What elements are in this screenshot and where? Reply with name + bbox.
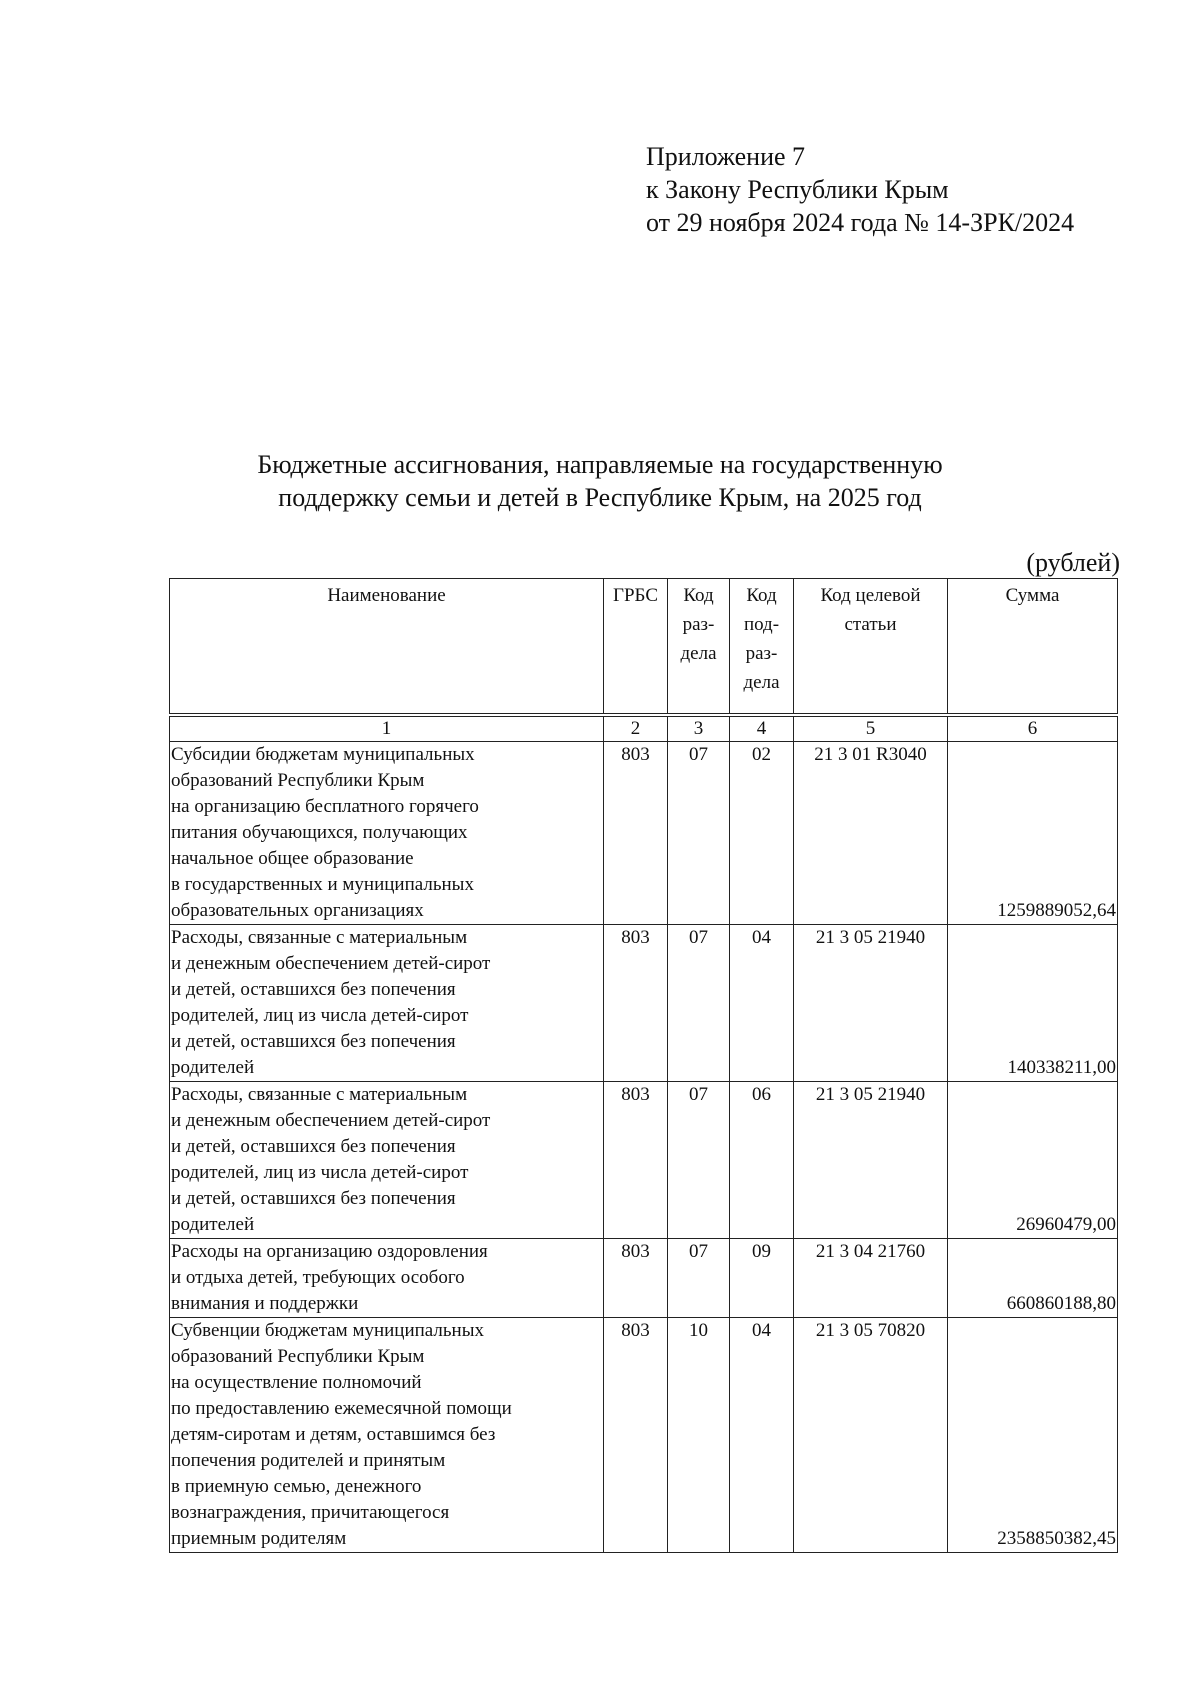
table-row xyxy=(170,742,1118,925)
row-tselevaya: 21 3 05 70820 xyxy=(794,1318,948,1553)
title-line-2: поддержку семьи и детей в Республике Крым, на 2025 год xyxy=(278,483,922,512)
row-summa: 140338211,00 xyxy=(948,925,1118,1082)
row-name: Субвенции бюджетам муниципальных образований Республики Крым на осуществление полномочий по предоставлению ежемесячной помощи детям-сиротам и детям, оставшимся без попечения родителей и принятым в приемную семью, денежного вознаграждения, причитающегося приемным родителям xyxy=(170,1318,604,1553)
column-number: 4 xyxy=(730,715,794,742)
row-name: Расходы, связанные с материальным и денежным обеспечением детей-сирот и детей, оставшихся без попечения родителей, лиц из числа детей-сирот и детей, оставшихся без попечения родителей xyxy=(170,1082,604,1239)
row-grbs: 803 xyxy=(604,925,668,1082)
table-row xyxy=(170,925,1118,1082)
appendix-line-3: от 29 ноября 2024 года № 14-ЗРК/2024 xyxy=(646,208,1075,237)
row-summa: 26960479,00 xyxy=(948,1082,1118,1239)
row-razdel: 07 xyxy=(668,742,730,925)
row-summa: 1259889052,64 xyxy=(948,742,1118,925)
table-row xyxy=(170,1082,1118,1239)
row-grbs: 803 xyxy=(604,1082,668,1239)
row-grbs: 803 xyxy=(604,1318,668,1553)
row-name: Субсидии бюджетам муниципальных образований Республики Крым на организацию бесплатного горячего питания обучающихся, получающих начальное общее образование в государственных и муниципальных образовательных организациях xyxy=(170,742,604,925)
row-name: Расходы, связанные с материальным и денежным обеспечением детей-сирот и детей, оставшихся без попечения родителей, лиц из числа детей-сирот и детей, оставшихся без попечения родителей xyxy=(170,925,604,1082)
row-summa: 660860188,80 xyxy=(948,1239,1118,1318)
table-row xyxy=(170,1239,1118,1318)
row-tselevaya: 21 3 04 21760 xyxy=(794,1239,948,1318)
header-grbs: ГРБС xyxy=(604,579,668,716)
row-grbs: 803 xyxy=(604,1239,668,1318)
header-name: Наименование xyxy=(170,579,604,716)
column-numbers-row xyxy=(170,715,1118,742)
row-podrazdel: 02 xyxy=(730,742,794,925)
row-razdel: 07 xyxy=(668,1082,730,1239)
appendix-line-1: Приложение 7 xyxy=(646,142,806,171)
row-razdel: 10 xyxy=(668,1318,730,1553)
table-header-row xyxy=(170,579,1118,716)
column-number: 5 xyxy=(794,715,948,742)
column-number: 1 xyxy=(170,715,604,742)
appendix-block xyxy=(646,140,1074,239)
row-podrazdel: 09 xyxy=(730,1239,794,1318)
title-line-1: Бюджетные ассигнования, направляемые на государственную xyxy=(257,450,943,479)
column-number: 2 xyxy=(604,715,668,742)
row-tselevaya: 21 3 01 R3040 xyxy=(794,742,948,925)
unit-label: (рублей) xyxy=(1026,548,1120,577)
row-summa: 2358850382,45 xyxy=(948,1318,1118,1553)
row-razdel: 07 xyxy=(668,1239,730,1318)
column-number: 6 xyxy=(948,715,1118,742)
row-podrazdel: 04 xyxy=(730,1318,794,1553)
budget-table xyxy=(169,578,1118,1553)
row-tselevaya: 21 3 05 21940 xyxy=(794,1082,948,1239)
row-name: Расходы на организацию оздоровления и отдыха детей, требующих особого внимания и поддержки xyxy=(170,1239,604,1318)
table-row xyxy=(170,1318,1118,1553)
appendix-line-2: к Закону Республики Крым xyxy=(646,175,949,204)
header-tselevaya: Код целевой статьи xyxy=(794,579,948,716)
document-title xyxy=(180,448,1020,514)
row-podrazdel: 06 xyxy=(730,1082,794,1239)
row-razdel: 07 xyxy=(668,925,730,1082)
column-number: 3 xyxy=(668,715,730,742)
row-grbs: 803 xyxy=(604,742,668,925)
header-podrazdel: Код под- раз- дела xyxy=(730,579,794,716)
header-summa: Сумма xyxy=(948,579,1118,716)
row-tselevaya: 21 3 05 21940 xyxy=(794,925,948,1082)
row-podrazdel: 04 xyxy=(730,925,794,1082)
header-razdel: Код раз- дела xyxy=(668,579,730,716)
